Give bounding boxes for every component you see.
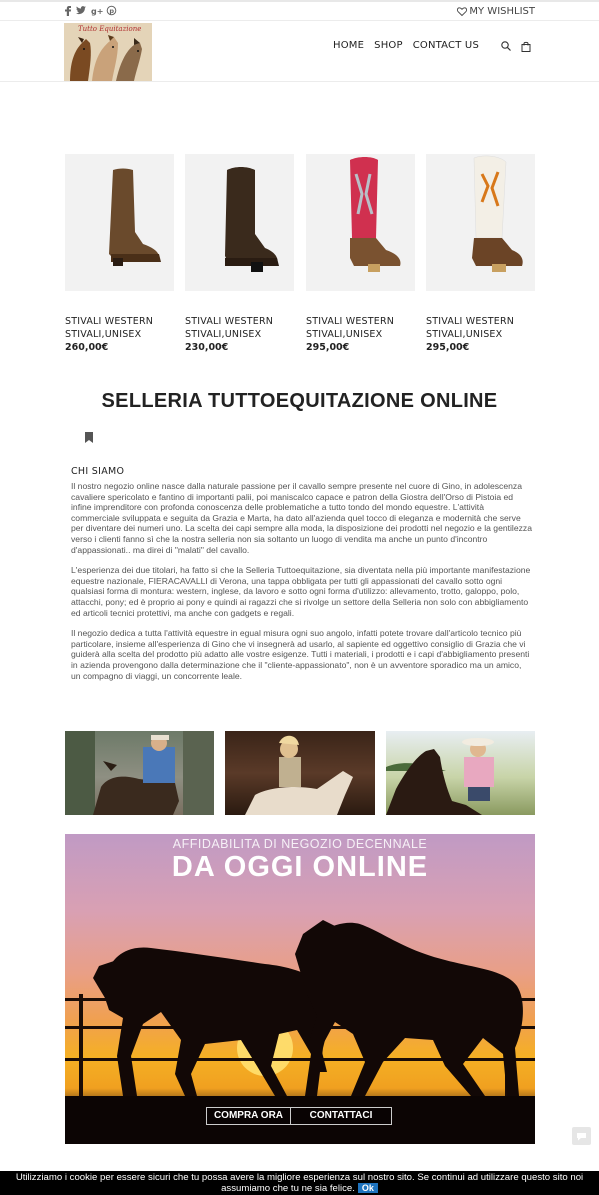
- about-heading: CHI SIAMO: [71, 466, 125, 477]
- social-links: [65, 6, 116, 20]
- nav-contact-us[interactable]: CONTACT US: [412, 40, 479, 51]
- product-name[interactable]: STIVALI WESTERN STIVALI,UNISEX: [185, 316, 274, 340]
- svg-text:p: p: [109, 7, 115, 15]
- product-name[interactable]: STIVALI WESTERN STIVALI,UNISEX: [65, 316, 154, 340]
- cookie-ok-button[interactable]: Ok: [358, 1183, 378, 1193]
- cookie-text: Utilizziamo i cookie per essere sicuri che tu possa avere la migliore esperienza sul nostro sito. Se continui ad utilizzare questo sito noi assumiamo che tu ne sia felice.: [15, 1172, 584, 1194]
- cookie-banner: [0, 1171, 599, 1195]
- boot-shaft: [350, 157, 378, 238]
- shopping-bag-icon[interactable]: [521, 41, 531, 52]
- product-card[interactable]: [426, 154, 535, 354]
- heart-icon: [457, 7, 467, 16]
- section-title: SELLERIA TUTTOEQUITAZIONE ONLINE: [101, 390, 498, 412]
- wishlist-link[interactable]: [457, 6, 535, 17]
- nav-shop[interactable]: SHOP: [374, 40, 403, 51]
- product-price: 230,00€: [185, 342, 229, 353]
- main-nav: [333, 40, 479, 51]
- banner-subtitle: AFFIDABILITA DI NEGOZIO DECENNALE: [172, 837, 428, 851]
- banner-title: DA OGGI ONLINE: [171, 851, 429, 883]
- product-price: 295,00€: [426, 342, 470, 353]
- pinterest-icon[interactable]: [107, 6, 116, 20]
- gallery-photo[interactable]: [225, 731, 375, 815]
- product-image[interactable]: [306, 154, 415, 291]
- promo-banner: [65, 834, 535, 1144]
- product-image[interactable]: [65, 154, 174, 291]
- product-card[interactable]: [185, 154, 294, 354]
- header-icons: [501, 41, 531, 52]
- product-price: 260,00€: [65, 342, 109, 353]
- nav-home[interactable]: HOME: [333, 40, 365, 51]
- contact-button[interactable]: CONTATTACI: [290, 1107, 392, 1125]
- svg-text:g+: g+: [91, 7, 104, 16]
- about-paragraph: L'esperienza dei due titolari, ha fatto sì che la Selleria Tuttoequitazione, sia diventata nella più importante manifestazione equestre nazionale, FIERACAVALLI di Verona, una tappa obbligata per tutti gli appassionati del cavallo sotto ogni qualsiasi forma di montura: western, inglese, da lavoro e sotto ogni forma d'utilizzo: allevamento, trotto, galoppo, polo, attacchi, pony; ed è proprio ai pony e quindi ai ragazzi che si rivolge un settore della Selleria non solo con abbigliamento ed articoli tecnici protettivi, ma anche con gadgets e regali.: [71, 565, 531, 618]
- boot-shaft: [225, 167, 278, 264]
- gallery-photo[interactable]: [65, 731, 214, 815]
- chat-widget[interactable]: [572, 1127, 591, 1145]
- product-price: 295,00€: [306, 342, 350, 353]
- site-header: [0, 21, 599, 82]
- site-logo[interactable]: [64, 23, 152, 81]
- buy-now-button[interactable]: COMPRA ORA: [206, 1107, 291, 1125]
- about-paragraph: Il nostro negozio online nasce dalla naturale passione per il cavallo sempre presente nel cuore di Gino, in adolescenza cavaliere spericolato e fantino di importanti palii, poi maniscalco capace e patron della Giostra dell'Orso di Pistoia ed infine imprenditore con profonda conoscenza delle problematiche a tutto tondo del mondo equestre. L'attività commerciale sviluppata e seguita da Grazia e Marta, ha dato all'azienda quel tocco di eleganza e modernità che serve per diventare dei numeri uno. La scelta dei capi sempre alla moda, la disposizione dei prodotti nel negozio e la gentilezza verso i clienti fanno sì che la nostra selleria non sia soltanto un luogo di vendita ma anche un punto d'incontro d'appassionati.. ma direi di "malati" del cavallo.: [71, 481, 532, 555]
- about-text: [71, 481, 533, 691]
- search-icon[interactable]: [501, 41, 511, 51]
- product-card[interactable]: [65, 154, 174, 354]
- boot-shaft: [474, 156, 506, 238]
- about-paragraph: Il negozio dedica a tutta l'attività equestre in egual misura ogni suo angolo, infatti potete trovare dall'articolo tecnico più particolare, insieme all'esperienza di Gino che vi insegnerà ad usarlo, al sapiente ed oggettivo consiglio di Grazia che vi guiderà alla scelta del prodotto più adatto alle vostre esigenze. Tutti i materiali, i prodotti e i capi d'abbigliamento presenti in azienda provengono dalla determinazione che il "cliente-appassionato", non è un avventore sporadico ma un amico, un compagno di viaggi, un concorrente leale.: [71, 628, 530, 681]
- product-name[interactable]: STIVALI WESTERN STIVALI,UNISEX: [426, 316, 515, 340]
- boot-shaft: [109, 169, 159, 261]
- product-image[interactable]: [185, 154, 294, 291]
- google-plus-icon[interactable]: [91, 6, 102, 20]
- gallery-photo[interactable]: [386, 731, 535, 815]
- twitter-icon[interactable]: [76, 6, 86, 20]
- facebook-icon[interactable]: [65, 6, 71, 20]
- logo-text: Tutto Equitazione: [78, 25, 142, 33]
- top-bar: [0, 0, 599, 21]
- bookmark-icon: [85, 432, 93, 443]
- product-card[interactable]: [306, 154, 415, 354]
- chat-bubble-icon: [576, 1132, 587, 1141]
- product-image[interactable]: [426, 154, 535, 291]
- wishlist-label: MY WISHLIST: [469, 6, 535, 17]
- product-name[interactable]: STIVALI WESTERN STIVALI,UNISEX: [306, 316, 395, 340]
